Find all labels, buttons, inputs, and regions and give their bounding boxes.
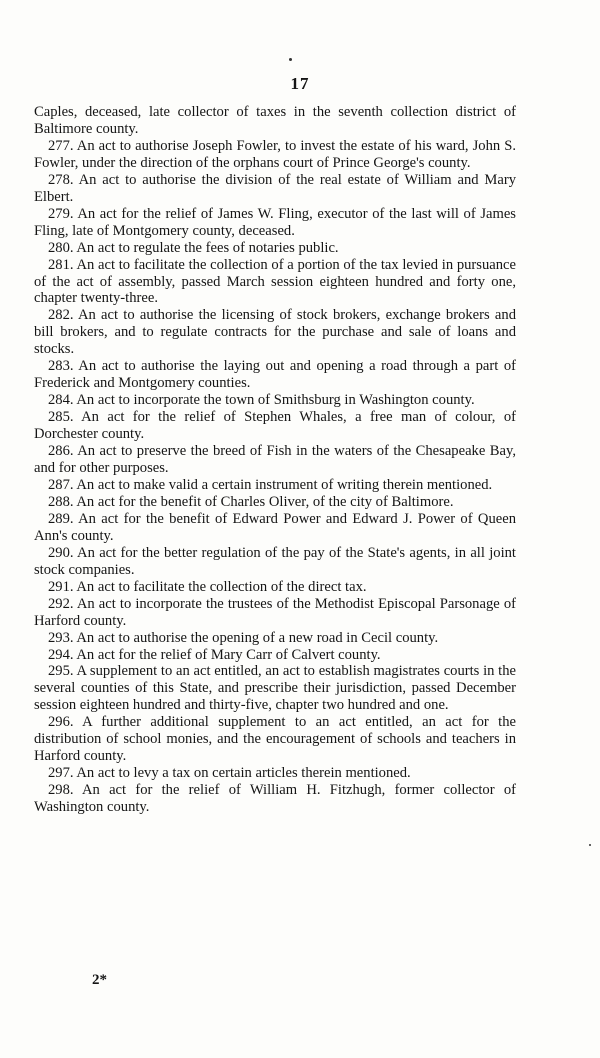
act-entry: 284. An act to incorporate the town of Smithsburg in Washington county. (48, 392, 475, 409)
act-entry: 287. An act to make valid a certain instrument of writing therein mentioned. (48, 476, 493, 493)
signature-mark: 2* (92, 972, 107, 988)
act-entry: 279. An act for the relief of James W. Fling, executor of the last will of James Fling, late of Montgomery county, deceased. (34, 205, 516, 239)
document-body (34, 104, 516, 816)
act-entry: 290. An act for the better regulation of the pay of the State's agents, in all joint stock companies. (34, 544, 516, 578)
act-entry: 289. An act for the benefit of Edward Power and Edward J. Power of Queen Ann's county. (34, 510, 516, 544)
act-entry: 294. An act for the relief of Mary Carr of Calvert county. (48, 646, 381, 663)
continued-paragraph: Caples, deceased, late collector of taxes in the seventh collection district of Baltimore county. (34, 104, 516, 137)
act-entry: 283. An act to authorise the laying out and opening a road through a part of Frederick and Montgomery counties. (34, 358, 516, 392)
act-entry: 296. A further additional supplement to an act entitled, an act for the distribution of school monies, and the encouragement of schools and teachers in Harford county. (34, 714, 516, 765)
ink-speck (589, 844, 591, 846)
act-entry: 285. An act for the relief of Stephen Whales, a free man of colour, of Dorchester county. (34, 409, 516, 443)
act-entry: 282. An act to authorise the licensing of stock brokers, exchange brokers and bill brokers, and to regulate contracts for the purchase and sale of loans and stocks. (34, 307, 516, 358)
act-entry: 281. An act to facilitate the collection of a portion of the tax levied in pursuance of the act of assembly, passed March session eighteen hundred and forty one, chapter twenty-three. (34, 256, 516, 307)
act-entry: 295. A supplement to an act entitled, an act to establish magistrates courts in the several counties of this State, and prescribe their jurisdiction, passed December session eighteen hundred and thirty-five, chapter two hundred and one. (34, 663, 516, 714)
act-entry: 291. An act to facilitate the collection of the direct tax. (48, 578, 367, 595)
page-number: 17 (290, 74, 310, 93)
act-entry: 280. An act to regulate the fees of notaries public. (48, 239, 339, 256)
act-entry: 288. An act for the benefit of Charles Oliver, of the city of Baltimore. (48, 493, 454, 510)
act-entry: 277. An act to authorise Joseph Fowler, to invest the estate of his ward, John S. Fowler, under the direction of the orphans court of Prince George's county. (34, 137, 516, 171)
act-entry: 297. An act to levy a tax on certain articles therein mentioned. (48, 765, 411, 782)
act-entry: 278. An act to authorise the division of the real estate of William and Mary Elbert. (34, 171, 516, 205)
act-entry: 293. An act to authorise the opening of a new road in Cecil county. (48, 629, 439, 646)
act-entry: 292. An act to incorporate the trustees of the Methodist Episcopal Parsonage of Harford county. (34, 595, 516, 629)
act-entry: 298. An act for the relief of William H. Fitzhugh, former collector of Washington county. (34, 782, 516, 816)
ink-speck (289, 58, 292, 61)
act-entry: 286. An act to preserve the breed of Fish in the waters of the Chesapeake Bay, and for other purposes. (34, 443, 516, 477)
